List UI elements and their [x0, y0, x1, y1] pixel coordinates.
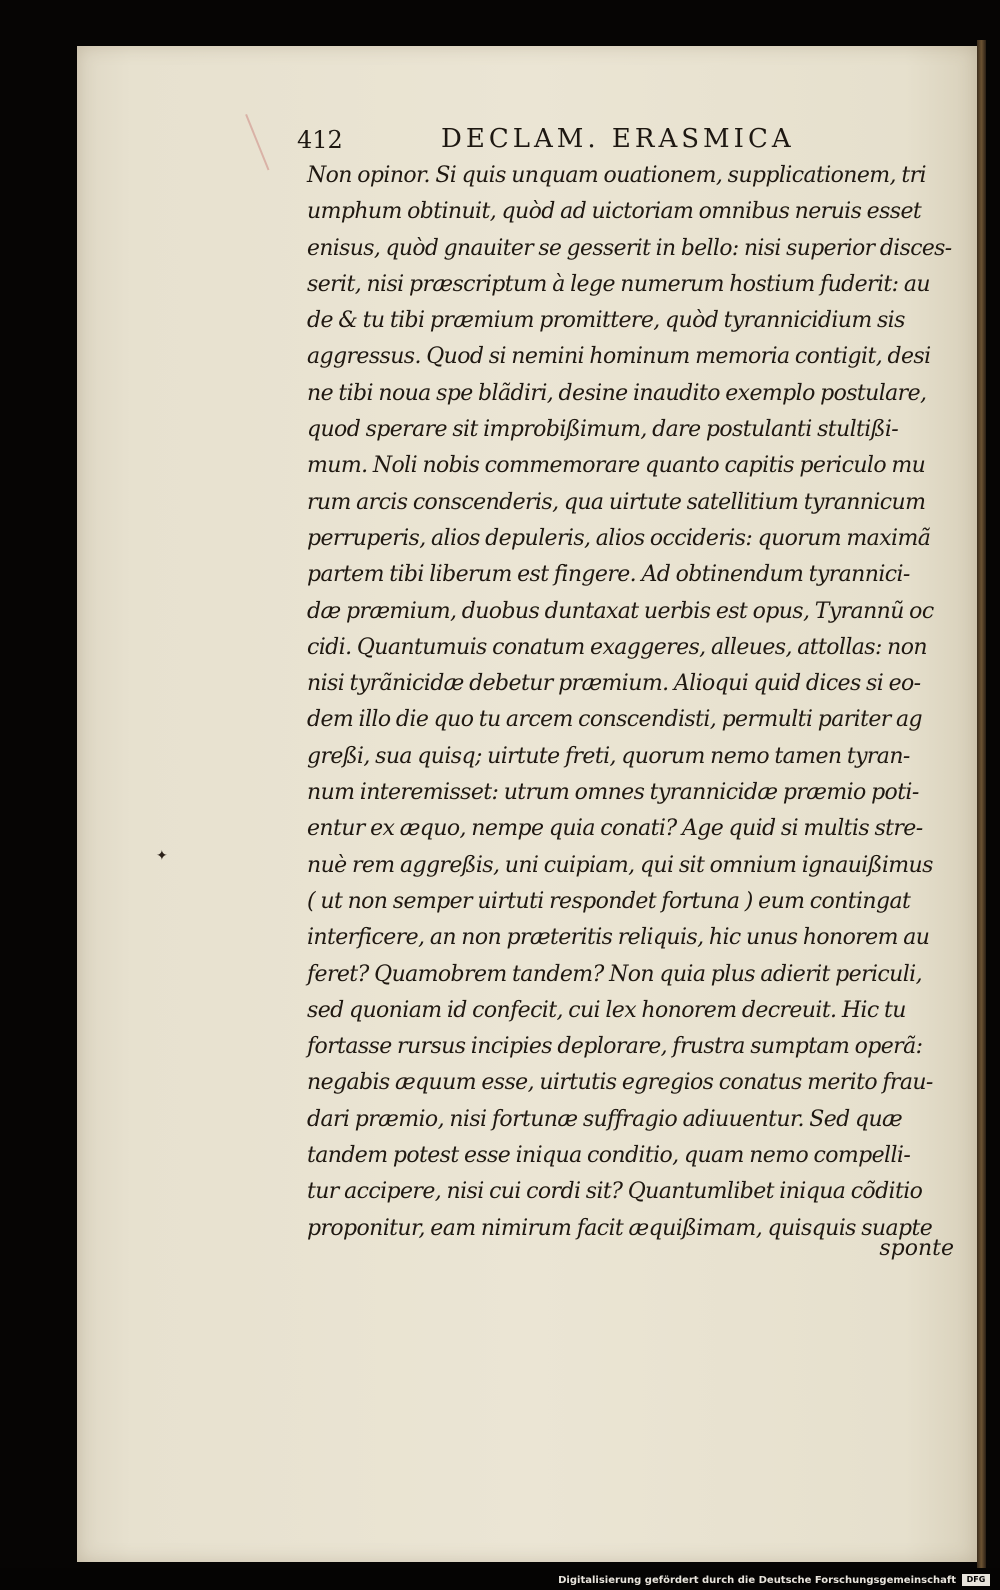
text-line: ( ut non semper uirtuti respondet fortuna ) eum contingat: [307, 888, 911, 914]
text-line: de & tu tibi præmium promittere, quòd tyrannicidium sis: [307, 308, 905, 334]
text-line: Non opinor. Si quis unquam ouationem, supplicationem, tri: [307, 163, 926, 188]
text-line: nisi tyrãnicidæ debetur præmium. Alioqui quid dices si eo-: [307, 671, 921, 697]
text-line: nuè rem aggreßis, uni cuipiam, qui sit omnium ignauißimus: [307, 852, 933, 878]
page-edge: [977, 40, 986, 1568]
footer-credit: Digitalisierung gefördert durch die Deutsche Forschungsgemeinschaft: [558, 1575, 956, 1586]
text-line: proponitur, eam nimirum facit æquißimam, quisquis suapte: [307, 1215, 933, 1241]
text-line: mum. Noli nobis commemorare quanto capitis periculo mu: [307, 453, 926, 479]
text-line: sed quoniam id confecit, cui lex honorem decreuit. Hic tu: [307, 997, 906, 1023]
text-line: dari præmio, nisi fortunæ suffragio adiuuentur. Sed quæ: [307, 1106, 903, 1132]
text-line: negabis æquum esse, uirtutis egregios conatus merito frau-: [307, 1070, 933, 1096]
margin-mark: ✦: [156, 848, 168, 864]
text-line: feret? Quamobrem tandem? Non quia plus adierit periculi,: [307, 961, 922, 987]
text-line: aggressus. Quod si nemini hominum memoria contigit, desi: [307, 344, 931, 370]
dfg-logo: DFG: [962, 1574, 990, 1586]
text-block: [307, 158, 952, 1247]
text-line: tandem potest esse iniqua conditio, quam nemo compelli-: [307, 1143, 911, 1169]
text-line: greßi, sua quisq; uirtute freti, quorum nemo tamen tyran-: [307, 743, 910, 769]
text-line: num interemisset: utrum omnes tyrannicidæ præmio poti-: [307, 780, 919, 806]
page-number: 412: [297, 126, 343, 154]
text-line: dem illo die quo tu arcem conscendisti, permulti pariter ag: [307, 707, 923, 733]
page-header: [297, 124, 857, 160]
text-line: serit, nisi præscriptum à lege numerum hostium fuderit: au: [307, 271, 930, 297]
catchword: sponte: [879, 1236, 954, 1261]
text-line: dæ præmium, duobus duntaxat uerbis est opus, Tyrannũ oc: [307, 598, 934, 624]
running-head: DECLAM. ERASMICA: [441, 124, 795, 154]
text-line: entur ex æquo, nempe quia conati? Age quid si multis stre-: [307, 816, 923, 842]
text-line: quod sperare sit improbißimum, dare postulanti stultißi-: [307, 417, 899, 443]
text-line: partem tibi liberum est fingere. Ad obtinendum tyrannici-: [307, 562, 910, 588]
ink-mark: [245, 114, 269, 170]
text-line: interficere, an non præteritis reliquis, hic unus honorem au: [307, 925, 930, 951]
text-line: umphum obtinuit, quòd ad uictoriam omnibus neruis esset: [307, 199, 922, 225]
text-line: perruperis, alios depuleris, alios occideris: quorum maximã: [307, 525, 931, 551]
text-line: fortasse rursus incipies deplorare, frustra sumptam operã:: [307, 1034, 923, 1060]
text-line: ne tibi noua spe blãdiri, desine inaudito exemplo postulare,: [307, 380, 927, 406]
text-line: cidi. Quantumuis conatum exaggeres, alleues, attollas: non: [307, 634, 927, 660]
text-line: tur accipere, nisi cui cordi sit? Quantumlibet iniqua cõditio: [307, 1179, 923, 1205]
text-line: rum arcis conscenderis, qua uirtute satellitium tyrannicum: [307, 489, 926, 515]
text-line: enisus, quòd gnauiter se gesserit in bello: nisi superior disces-: [307, 235, 952, 261]
